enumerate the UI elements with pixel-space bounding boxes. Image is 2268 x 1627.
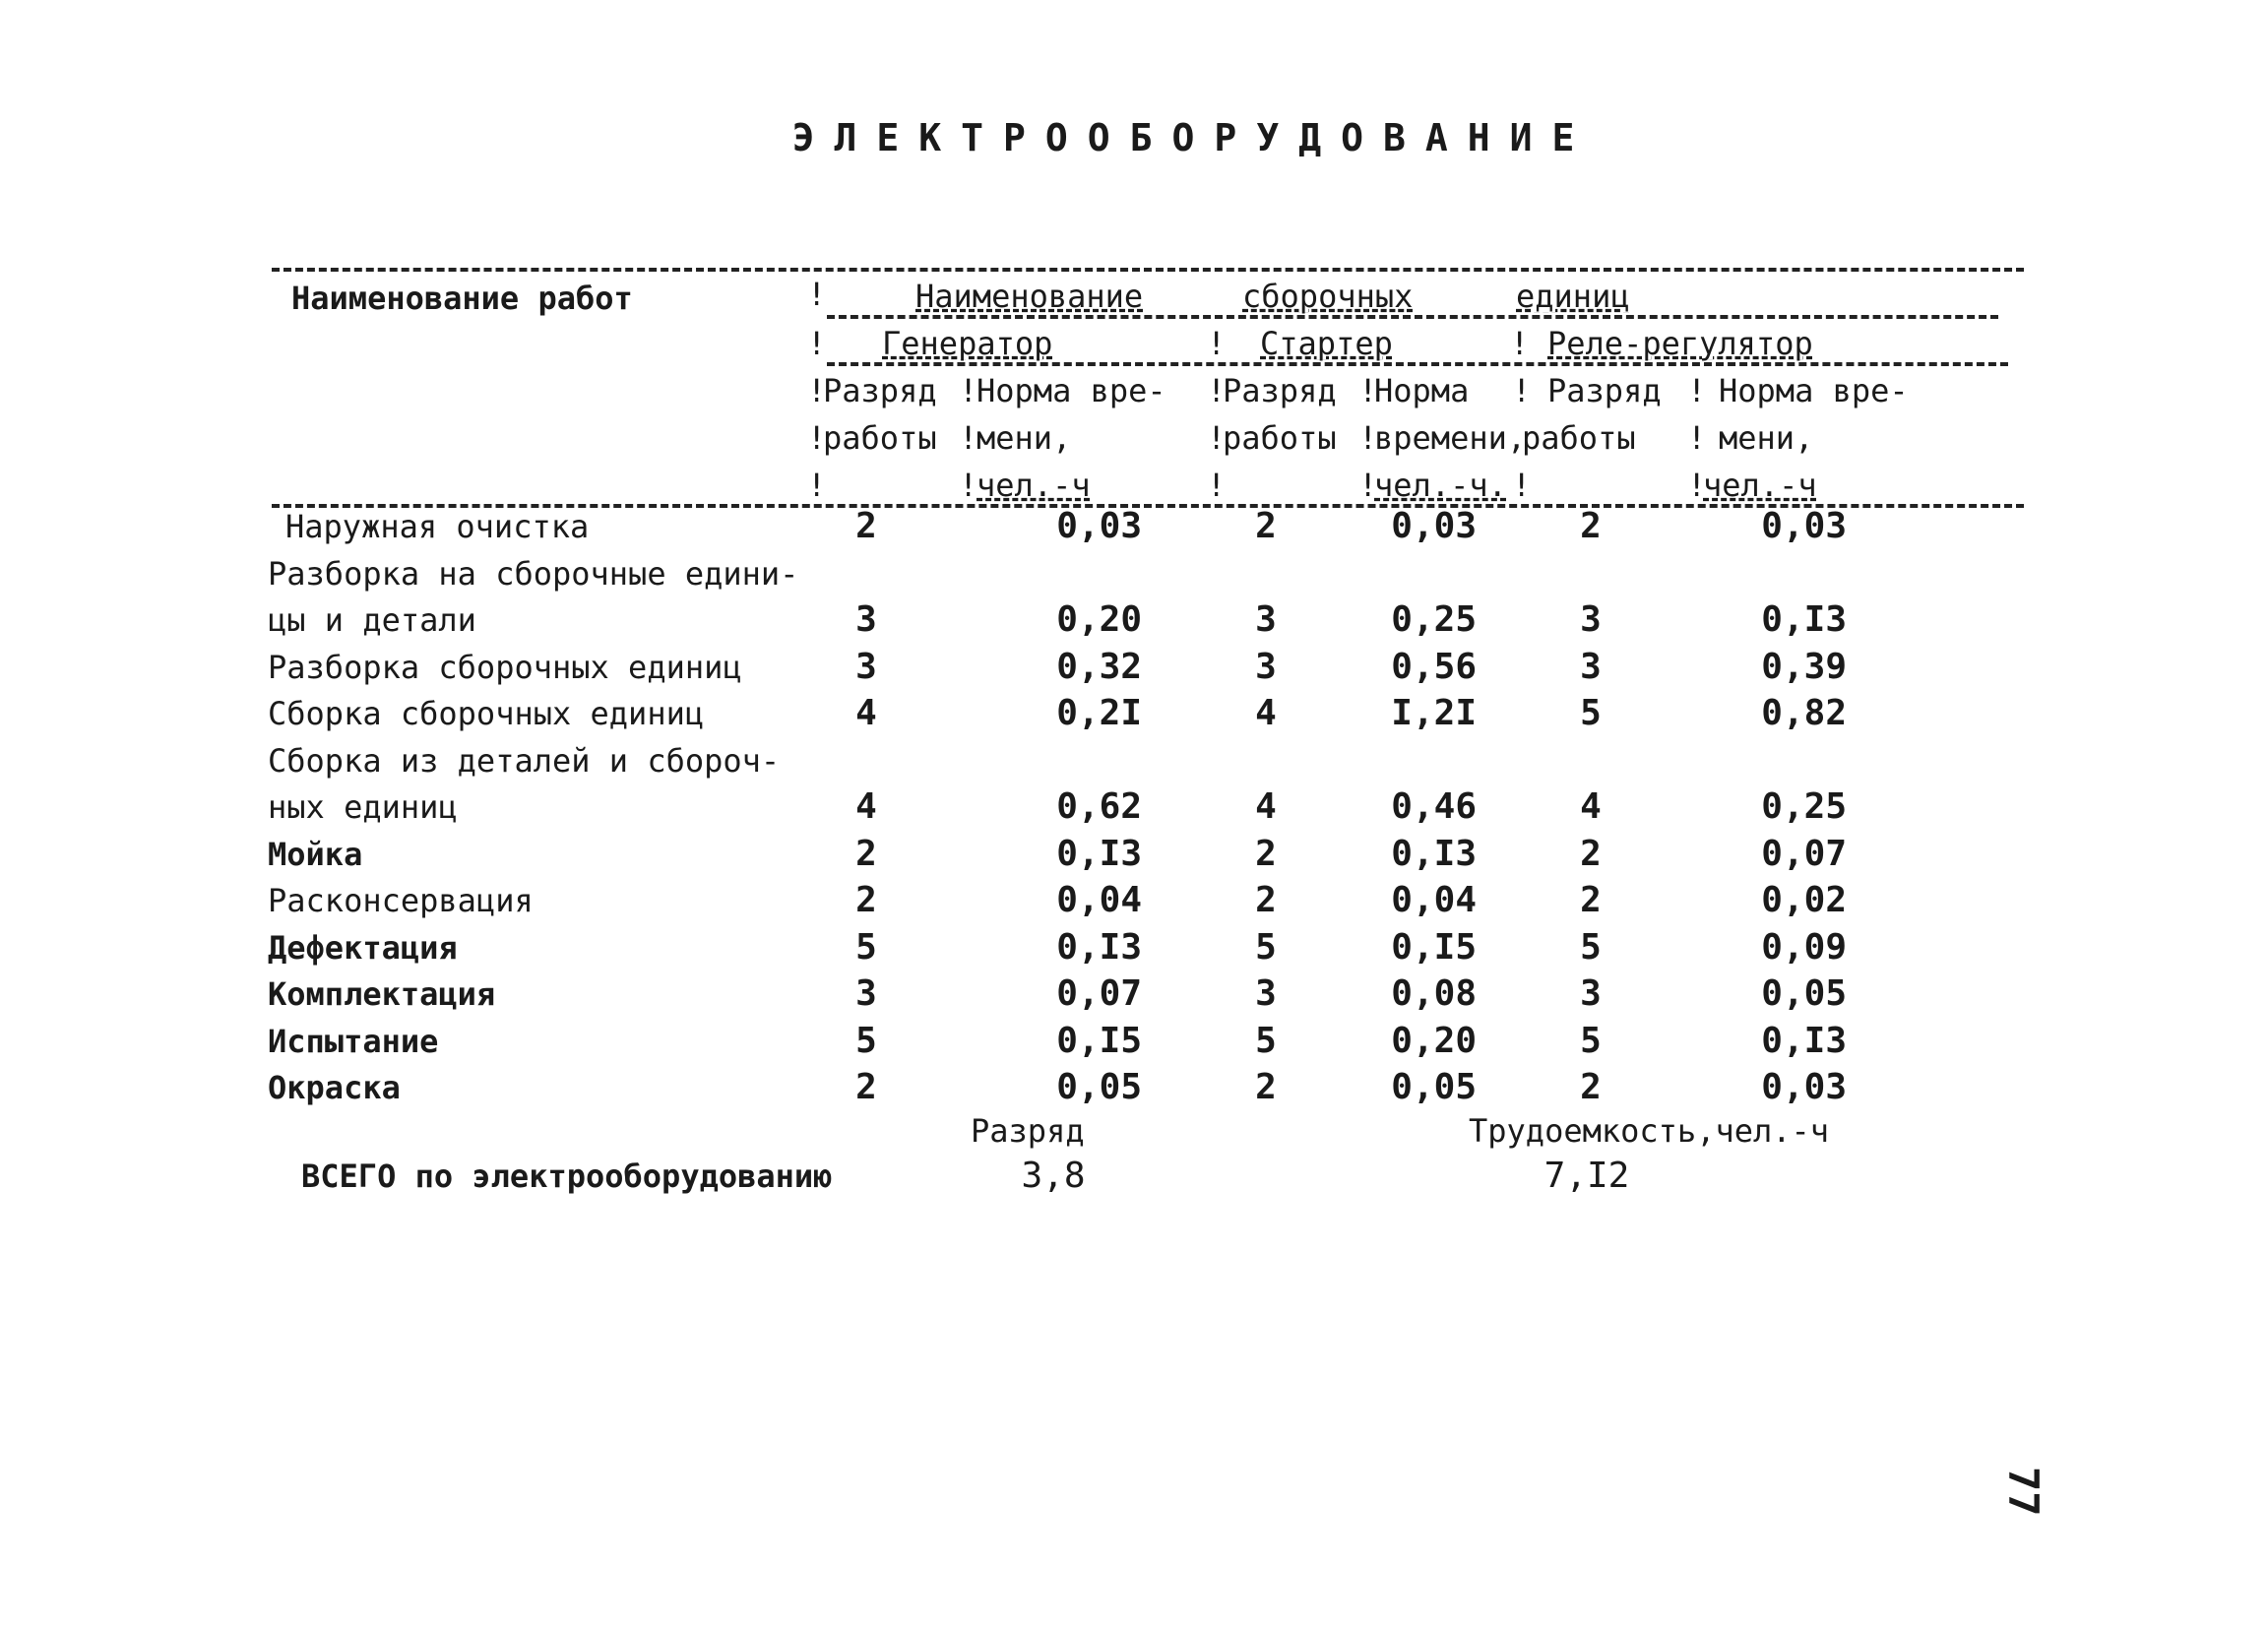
row-value-n3: 0,I3	[1761, 599, 1847, 640]
row-value-n1: 0,I3	[1056, 833, 1142, 874]
row-value-g2: 2	[1255, 833, 1277, 874]
col-separator: !	[807, 419, 827, 457]
col-separator: !	[1512, 372, 1532, 409]
row-value-g2: 3	[1255, 646, 1277, 687]
col-separator: !	[1358, 372, 1378, 409]
col-separator: !	[959, 467, 978, 504]
col-separator: !	[1207, 419, 1227, 457]
row-value-g3: 5	[1580, 693, 1602, 733]
row-name: Разборка сборочных единиц	[268, 648, 742, 686]
totals-labor-label: Трудоемкость,чел.-ч	[1469, 1112, 1830, 1150]
table-top-rule	[272, 268, 2024, 272]
row-name: Расконсервация	[268, 882, 534, 919]
row-value-n3: 0,02	[1761, 880, 1847, 920]
row-value-g1: 2	[855, 506, 877, 546]
row-value-g2: 3	[1255, 973, 1277, 1014]
row-value-g3: 3	[1580, 646, 1602, 687]
unit-relay-regulator: Реле-регулятор	[1547, 325, 1813, 362]
col-separator: !	[807, 276, 827, 313]
col-separator: !	[807, 325, 827, 362]
row-value-n1: 0,62	[1056, 786, 1142, 827]
col-separator: !	[1207, 372, 1227, 409]
row-value-g3: 4	[1580, 786, 1602, 827]
col-separator: !	[1510, 325, 1530, 362]
row-value-g2: 3	[1255, 599, 1277, 640]
row-value-n3: 0,05	[1761, 973, 1847, 1014]
unit-generator: Генератор	[882, 325, 1053, 362]
row-value-n2: 0,20	[1391, 1020, 1477, 1061]
row-value-g3: 3	[1580, 599, 1602, 640]
page-number: 77	[1999, 1467, 2048, 1517]
page-title: ЭЛЕКТРООБОРУДОВАНИЕ	[791, 116, 1595, 159]
row-value-n2: 0,I5	[1391, 926, 1477, 968]
row-name: Окраска	[268, 1069, 401, 1106]
row-value-g2: 2	[1255, 506, 1277, 546]
row-value-n2: 0,46	[1391, 786, 1477, 827]
row-value-n3: 0,39	[1761, 646, 1847, 687]
row-value-n2: I,2I	[1391, 693, 1477, 733]
col-separator: !	[1358, 467, 1378, 504]
gen-norm-label-2: мени,	[976, 419, 1072, 457]
row-value-g1: 2	[855, 1067, 877, 1107]
gen-norm-label-1: Норма вре-	[976, 372, 1166, 409]
row-value-g2: 4	[1255, 693, 1277, 733]
row-value-n2: 0,04	[1391, 880, 1477, 920]
rr-norm-label-1: Норма вре-	[1719, 372, 1909, 409]
row-value-n1: 0,I5	[1056, 1020, 1142, 1061]
row-value-n1: 0,04	[1056, 880, 1142, 920]
row-value-n3: 0,03	[1761, 506, 1847, 546]
units-rule	[827, 362, 2008, 366]
col-separator: !	[1358, 419, 1378, 457]
row-value-g2: 2	[1255, 1067, 1277, 1107]
row-name: цы и детали	[268, 601, 476, 639]
totals-labor-value: 7,I2	[1544, 1156, 1630, 1196]
row-name: Испытание	[268, 1022, 439, 1060]
row-value-n2: 0,03	[1391, 506, 1477, 546]
row-name: Мойка	[268, 835, 363, 873]
totals-grade-label: Разряд	[971, 1112, 1085, 1150]
st-norm-label-3: чел.-ч.	[1374, 467, 1507, 504]
row-value-g3: 5	[1580, 1020, 1602, 1061]
row-value-n1: 0,03	[1056, 506, 1142, 546]
row-value-g3: 3	[1580, 973, 1602, 1014]
group-title-1: Наименование	[915, 278, 1144, 315]
row-name: Наружная очистка	[285, 508, 590, 545]
unit-starter: Стартер	[1260, 325, 1393, 362]
gen-grade-label-1: Разряд	[823, 372, 937, 409]
row-value-g2: 2	[1255, 880, 1277, 920]
row-value-g3: 2	[1580, 1067, 1602, 1107]
row-name: Дефектация	[268, 928, 458, 967]
st-grade-label-2: работы	[1223, 419, 1337, 457]
row-value-n1: 0,2I	[1056, 693, 1142, 733]
row-value-n3: 0,25	[1761, 786, 1847, 827]
row-value-n1: 0,32	[1056, 646, 1142, 687]
col-separator: !	[1512, 467, 1532, 504]
row-value-n3: 0,82	[1761, 693, 1847, 733]
row-value-n2: 0,25	[1391, 599, 1477, 640]
row-value-n3: 0,07	[1761, 833, 1847, 874]
row-value-n3: 0,09	[1761, 926, 1847, 968]
st-grade-label-1: Разряд	[1223, 372, 1337, 409]
row-value-g2: 5	[1255, 926, 1277, 968]
row-value-n3: 0,I3	[1761, 1020, 1847, 1061]
row-value-g3: 2	[1580, 506, 1602, 546]
row-name: ных единиц	[268, 788, 458, 826]
st-norm-label-1: Норма	[1374, 372, 1470, 409]
row-value-g2: 5	[1255, 1020, 1277, 1061]
totals-label: ВСЕГО по электрооборудованию	[301, 1158, 833, 1195]
row-value-n1: 0,05	[1056, 1067, 1142, 1107]
row-value-g1: 5	[855, 926, 877, 968]
row-value-n2: 0,05	[1391, 1067, 1477, 1107]
row-value-n1: 0,07	[1056, 973, 1142, 1014]
col-separator: !	[1207, 467, 1227, 504]
col-separator: !	[959, 372, 978, 409]
row-value-n2: 0,I3	[1391, 833, 1477, 874]
col-separator: !	[1207, 325, 1227, 362]
row-value-g1: 5	[855, 1020, 877, 1061]
row-value-n1: 0,20	[1056, 599, 1142, 640]
st-norm-label-2: времени,	[1374, 419, 1527, 457]
group-title-3: единиц	[1516, 278, 1630, 315]
row-value-n3: 0,03	[1761, 1067, 1847, 1107]
row-value-g1: 2	[855, 833, 877, 874]
row-value-g1: 2	[855, 880, 877, 920]
row-value-g1: 4	[855, 786, 877, 827]
group-title-2: сборочных	[1242, 278, 1414, 315]
row-value-g3: 2	[1580, 880, 1602, 920]
row-value-g3: 5	[1580, 926, 1602, 968]
col-separator: !	[1687, 372, 1707, 409]
rr-grade-label-2: работы	[1522, 419, 1636, 457]
col-separator: !	[959, 419, 978, 457]
row-value-g1: 3	[855, 599, 877, 640]
row-value-g1: 3	[855, 646, 877, 687]
row-value-n2: 0,08	[1391, 973, 1477, 1014]
row-value-g3: 2	[1580, 833, 1602, 874]
row-value-n2: 0,56	[1391, 646, 1477, 687]
row-value-g2: 4	[1255, 786, 1277, 827]
row-value-g1: 4	[855, 693, 877, 733]
gen-grade-label-2: работы	[823, 419, 937, 457]
group-title-rule	[827, 315, 1998, 319]
col-separator: !	[807, 372, 827, 409]
rr-norm-label-3: чел.-ч	[1703, 467, 1817, 504]
row-name: Сборка из деталей и сбороч-	[268, 741, 781, 780]
col-separator: !	[1687, 467, 1707, 504]
row-name: Комплектация	[268, 975, 496, 1013]
works-column-header: Наименование работ	[291, 280, 633, 317]
rr-grade-label-1: Разряд	[1547, 372, 1662, 409]
gen-norm-label-3: чел.-ч	[976, 467, 1091, 504]
totals-grade-value: 3,8	[1021, 1156, 1086, 1196]
row-value-g1: 3	[855, 973, 877, 1014]
row-name: Разборка на сборочные едини-	[268, 554, 799, 593]
col-separator: !	[1687, 419, 1707, 457]
row-value-n1: 0,I3	[1056, 926, 1142, 968]
rr-norm-label-2: мени,	[1719, 419, 1814, 457]
col-separator: !	[807, 467, 827, 504]
row-name: Сборка сборочных единиц	[268, 695, 705, 732]
